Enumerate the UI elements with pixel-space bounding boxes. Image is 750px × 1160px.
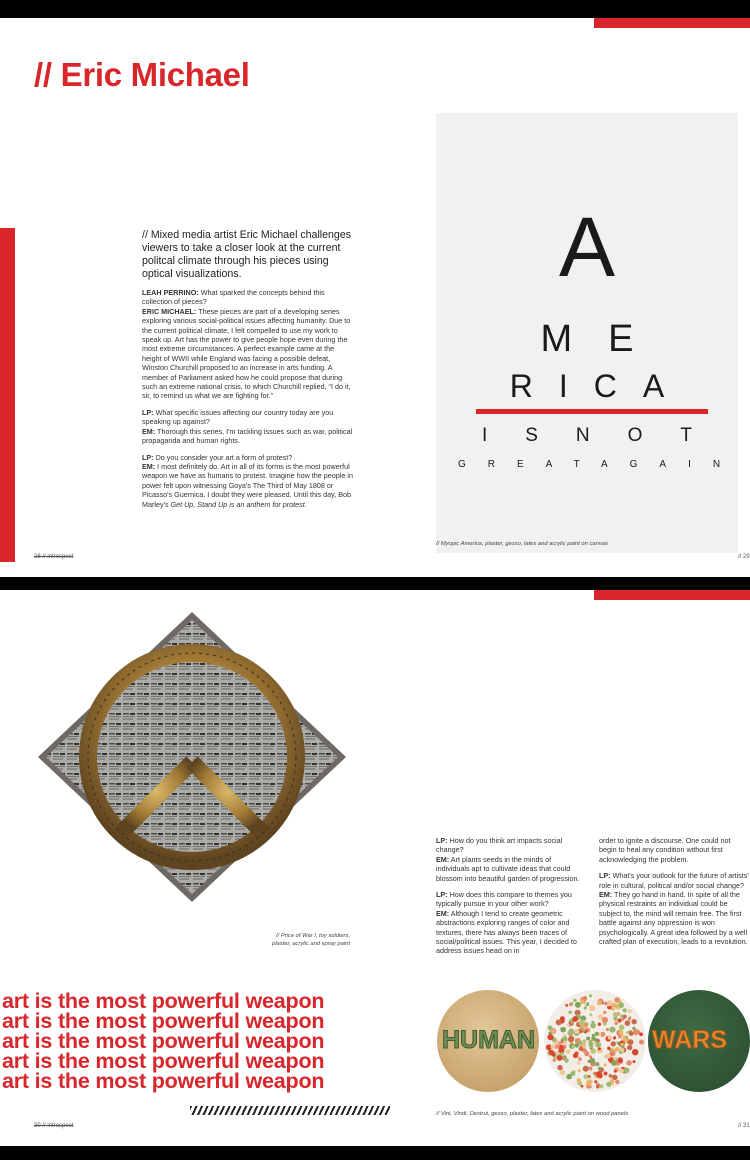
color-dot (568, 1036, 574, 1042)
qa-paragraph: LP: What specific issues affecting our country today are you speaking up against? EM: Thorough this series, I'm tackling issues such as war, political propaganda and human rights. (142, 407, 353, 446)
color-dot (613, 1036, 616, 1039)
color-dot (553, 1059, 556, 1062)
color-dot (631, 1019, 636, 1024)
color-dot (598, 1033, 601, 1036)
color-dot (578, 1040, 582, 1044)
color-dot (633, 1060, 636, 1063)
color-dot (582, 1045, 585, 1048)
folio-right: // 31 (738, 1123, 750, 1129)
color-dot (600, 1084, 604, 1088)
color-dot (619, 1025, 625, 1031)
color-dot (549, 1031, 552, 1034)
color-dot (589, 1013, 592, 1016)
qa-paragraph: LP: What's your outlook for the future of artists' role in cultural, political and/or social change? EM: They go hand in hand. In spite of all the physical restraints an individual could be subject to, the mind will remain free. The first battle against any oppression is won psychologically. A great idea followed by a well crafted plan of execution, leads to a revolution. (599, 871, 749, 947)
artwork-letters-greatagain: GREATAGAIN (458, 459, 743, 470)
color-dot (572, 1016, 578, 1022)
color-dot (588, 1067, 592, 1071)
color-dot (598, 1023, 601, 1026)
slogan-line: art is the most powerful weapon (2, 1009, 325, 1033)
color-dot (611, 1041, 616, 1046)
color-dot (581, 1028, 584, 1031)
color-dot (613, 1004, 618, 1009)
color-dot (611, 1060, 617, 1066)
color-dot (555, 1044, 560, 1049)
color-dot (602, 1017, 608, 1023)
color-dot (569, 1011, 572, 1014)
color-dot (568, 1029, 574, 1035)
top-accent-bar (594, 18, 750, 28)
color-dot (607, 1000, 613, 1006)
top-accent-bar (594, 590, 750, 600)
color-dot (565, 1004, 568, 1007)
color-dot (611, 1048, 614, 1051)
wars-circle-panel (648, 990, 750, 1092)
color-dot (621, 1043, 624, 1046)
artwork-letters-me: ME (540, 318, 670, 360)
color-dot (611, 1008, 614, 1011)
left-accent-bar (0, 228, 15, 562)
artwork-letters-isnot: ISNOT (481, 425, 731, 446)
interview-column-1 (436, 836, 584, 963)
color-dot (586, 1037, 590, 1041)
color-dot (597, 1039, 600, 1042)
color-dot (627, 1045, 632, 1050)
color-dot (632, 1049, 638, 1055)
color-dot (632, 1027, 635, 1030)
color-dot (566, 1049, 571, 1054)
color-dot (620, 1014, 623, 1017)
color-dot (595, 1032, 599, 1036)
color-dot (574, 1029, 579, 1034)
color-dot (609, 1027, 615, 1033)
color-dot (580, 1000, 585, 1005)
artwork-letters-rica: RICA (509, 368, 691, 404)
color-dot (560, 1070, 566, 1076)
circles-caption: // Vini, Vindi, Destrui, gesso, plaster, latex and acrylic paint on wood panels (436, 1111, 629, 1117)
human-text: HUMAN (442, 1026, 536, 1054)
color-dot (620, 1048, 624, 1052)
color-dot (591, 1037, 596, 1042)
color-dot (618, 1018, 622, 1022)
color-dot (563, 1041, 567, 1045)
interview-text (142, 288, 354, 516)
qa-paragraph: LP: How do you think art impacts social change? EM: Art plants seeds in the minds of individuals apt to cultivate ideas that could blossom into beautiful garden of progression. (436, 836, 580, 883)
color-dot (557, 1065, 562, 1070)
color-dot (628, 1039, 634, 1045)
color-dot (613, 1012, 619, 1018)
color-dot (596, 1071, 602, 1077)
color-dot (596, 1042, 601, 1047)
color-dot (589, 1040, 592, 1043)
slogan-line: art is the most powerful weapon (2, 1029, 325, 1053)
spread-pages-30-31 (0, 590, 750, 1146)
color-dot (639, 1032, 643, 1036)
color-dot (549, 1050, 554, 1055)
color-dot (567, 1023, 570, 1026)
color-dot (579, 1020, 585, 1026)
color-dot (617, 1057, 623, 1063)
color-dot (625, 1020, 631, 1026)
color-dot (558, 1042, 561, 1045)
artwork-caption: // Myopic America, plaster, gesso, latex and acrylic paint on canvas (436, 541, 608, 547)
folio-left: 30 // introspect (34, 1123, 74, 1129)
color-dot (583, 1066, 589, 1072)
color-dot (608, 1035, 613, 1040)
color-dot (578, 1069, 581, 1072)
color-dot (560, 1027, 566, 1033)
color-dot (595, 1062, 599, 1066)
wars-text: WARS (652, 1026, 727, 1054)
color-dot (575, 1002, 581, 1008)
color-dot (583, 1074, 588, 1079)
color-dot (619, 1068, 624, 1073)
color-dot (561, 1052, 564, 1055)
color-dot (597, 1001, 602, 1006)
myopic-america-artwork (436, 113, 743, 553)
color-dot (628, 1017, 631, 1020)
color-dot (547, 1034, 553, 1040)
color-dot (566, 1074, 571, 1079)
human-circle-panel (437, 990, 539, 1092)
color-dot (604, 1063, 607, 1066)
color-dot (590, 1048, 596, 1054)
color-dot (623, 1008, 627, 1012)
color-dot (578, 1057, 582, 1061)
color-dot (618, 1030, 623, 1035)
color-dot (577, 1078, 581, 1082)
color-dot (586, 1080, 592, 1086)
color-dot (624, 1068, 630, 1074)
color-dot (571, 1045, 575, 1049)
color-dot (606, 1082, 611, 1087)
color-dot (565, 1059, 569, 1063)
color-dot (551, 1045, 556, 1050)
intro-paragraph: // Mixed media artist Eric Michael challenges viewers to take a closer look at the current politcal climate through his pieces using optical visualizations. (142, 229, 352, 280)
color-dot (609, 1074, 613, 1078)
qa-paragraph: LP: How does this compare to themes you typically pursue in your other work? EM: Although I tend to create geometric abstractions exploring ranges of color and textures, there has always been traces of social/political issues. This year, I decided to address issues head on in (436, 890, 577, 956)
color-dot (618, 1002, 624, 1008)
color-dot (581, 1085, 584, 1088)
decorative-slash-rule (190, 1106, 390, 1115)
slogan-line: art is the most powerful weapon (2, 989, 325, 1013)
color-dot-circle-panel (544, 990, 646, 1092)
artwork-red-line (476, 409, 708, 414)
color-dot (577, 1062, 580, 1065)
color-dot (560, 1016, 565, 1021)
color-dot (573, 1053, 578, 1058)
slogan-line: art is the most powerful weapon (2, 1049, 325, 1073)
qa-paragraph: LEAH PERRINO: What sparked the concepts behind this collection of pieces? ERIC MICHAEL: These pieces are part of a developing series exploring various social-political issues affecting humanity. Due to the current political climate, I felt compelled to use my work to speak up. Art has the power to give people hope even during the most extreme circumstances. A perfect example came at the height of WWII while England was facing a possible defeat, Winston Churchill proposed to an increase in arts funding. A member of Parliament asked how he could propose that during such an extreme national crisis, to which Churchill replied, “I do it, sir, to remind us what we are fighting for.” (142, 288, 351, 401)
color-dot (606, 1053, 612, 1059)
color-dot (607, 1047, 610, 1050)
color-dot (603, 1011, 606, 1014)
color-dot (626, 1060, 631, 1065)
color-dot (615, 1080, 619, 1084)
color-dot (594, 1080, 597, 1083)
color-dot (598, 1067, 602, 1071)
color-dot (613, 1049, 616, 1052)
color-dot (618, 1035, 621, 1038)
price-of-war-artwork (38, 612, 346, 902)
folio-left: 28 // introspect (34, 554, 74, 560)
spread-pages-28-29 (0, 18, 750, 577)
qa-paragraph: LP: Do you consider your art a form of protest? EM: I most definitely do. Art in all of its forms is the most powerful weapon we have as humans to protest. Imagine how the people in power felt upon witnessing Goya's The Third of May 1808 or Picasso's Guernica. I doubt they were pleased. Until this day, Bob Marley's Get Up, Stand Up is an anthem for protest. (142, 452, 353, 509)
peace-caption: // Price of War I, toy soldiers, plaster, acrylic and spray paint (272, 933, 350, 947)
color-dot (596, 1085, 600, 1089)
color-dot (557, 1055, 563, 1061)
color-dot (589, 994, 592, 997)
artwork-letter-a: A (558, 200, 616, 294)
color-dot (569, 1003, 573, 1007)
color-dot (598, 1047, 601, 1050)
color-dot (590, 1023, 596, 1029)
color-dot (584, 1006, 587, 1009)
article-title: // Eric Michael (34, 56, 250, 93)
interview-column-2 (599, 836, 750, 953)
color-dot (628, 1009, 632, 1013)
color-dot (573, 999, 576, 1002)
color-dot (589, 1058, 595, 1064)
qa-paragraph: order to ignite a discourse. One could not begin to heal any condition without first acknowledging the problem. (599, 836, 731, 864)
color-dot (606, 1028, 609, 1031)
color-dot (629, 1031, 634, 1036)
color-dot (584, 1051, 589, 1056)
color-dot (617, 1041, 620, 1044)
color-dot (589, 1005, 595, 1011)
color-dot (639, 1040, 644, 1045)
slogan-line: art is the most powerful weapon (2, 1069, 325, 1093)
color-dot (625, 1036, 628, 1039)
color-dot (614, 1070, 617, 1073)
color-dot (551, 1029, 555, 1033)
color-dot (614, 1021, 618, 1025)
folio-right: // 29 (738, 554, 750, 560)
color-dot (604, 1072, 608, 1076)
